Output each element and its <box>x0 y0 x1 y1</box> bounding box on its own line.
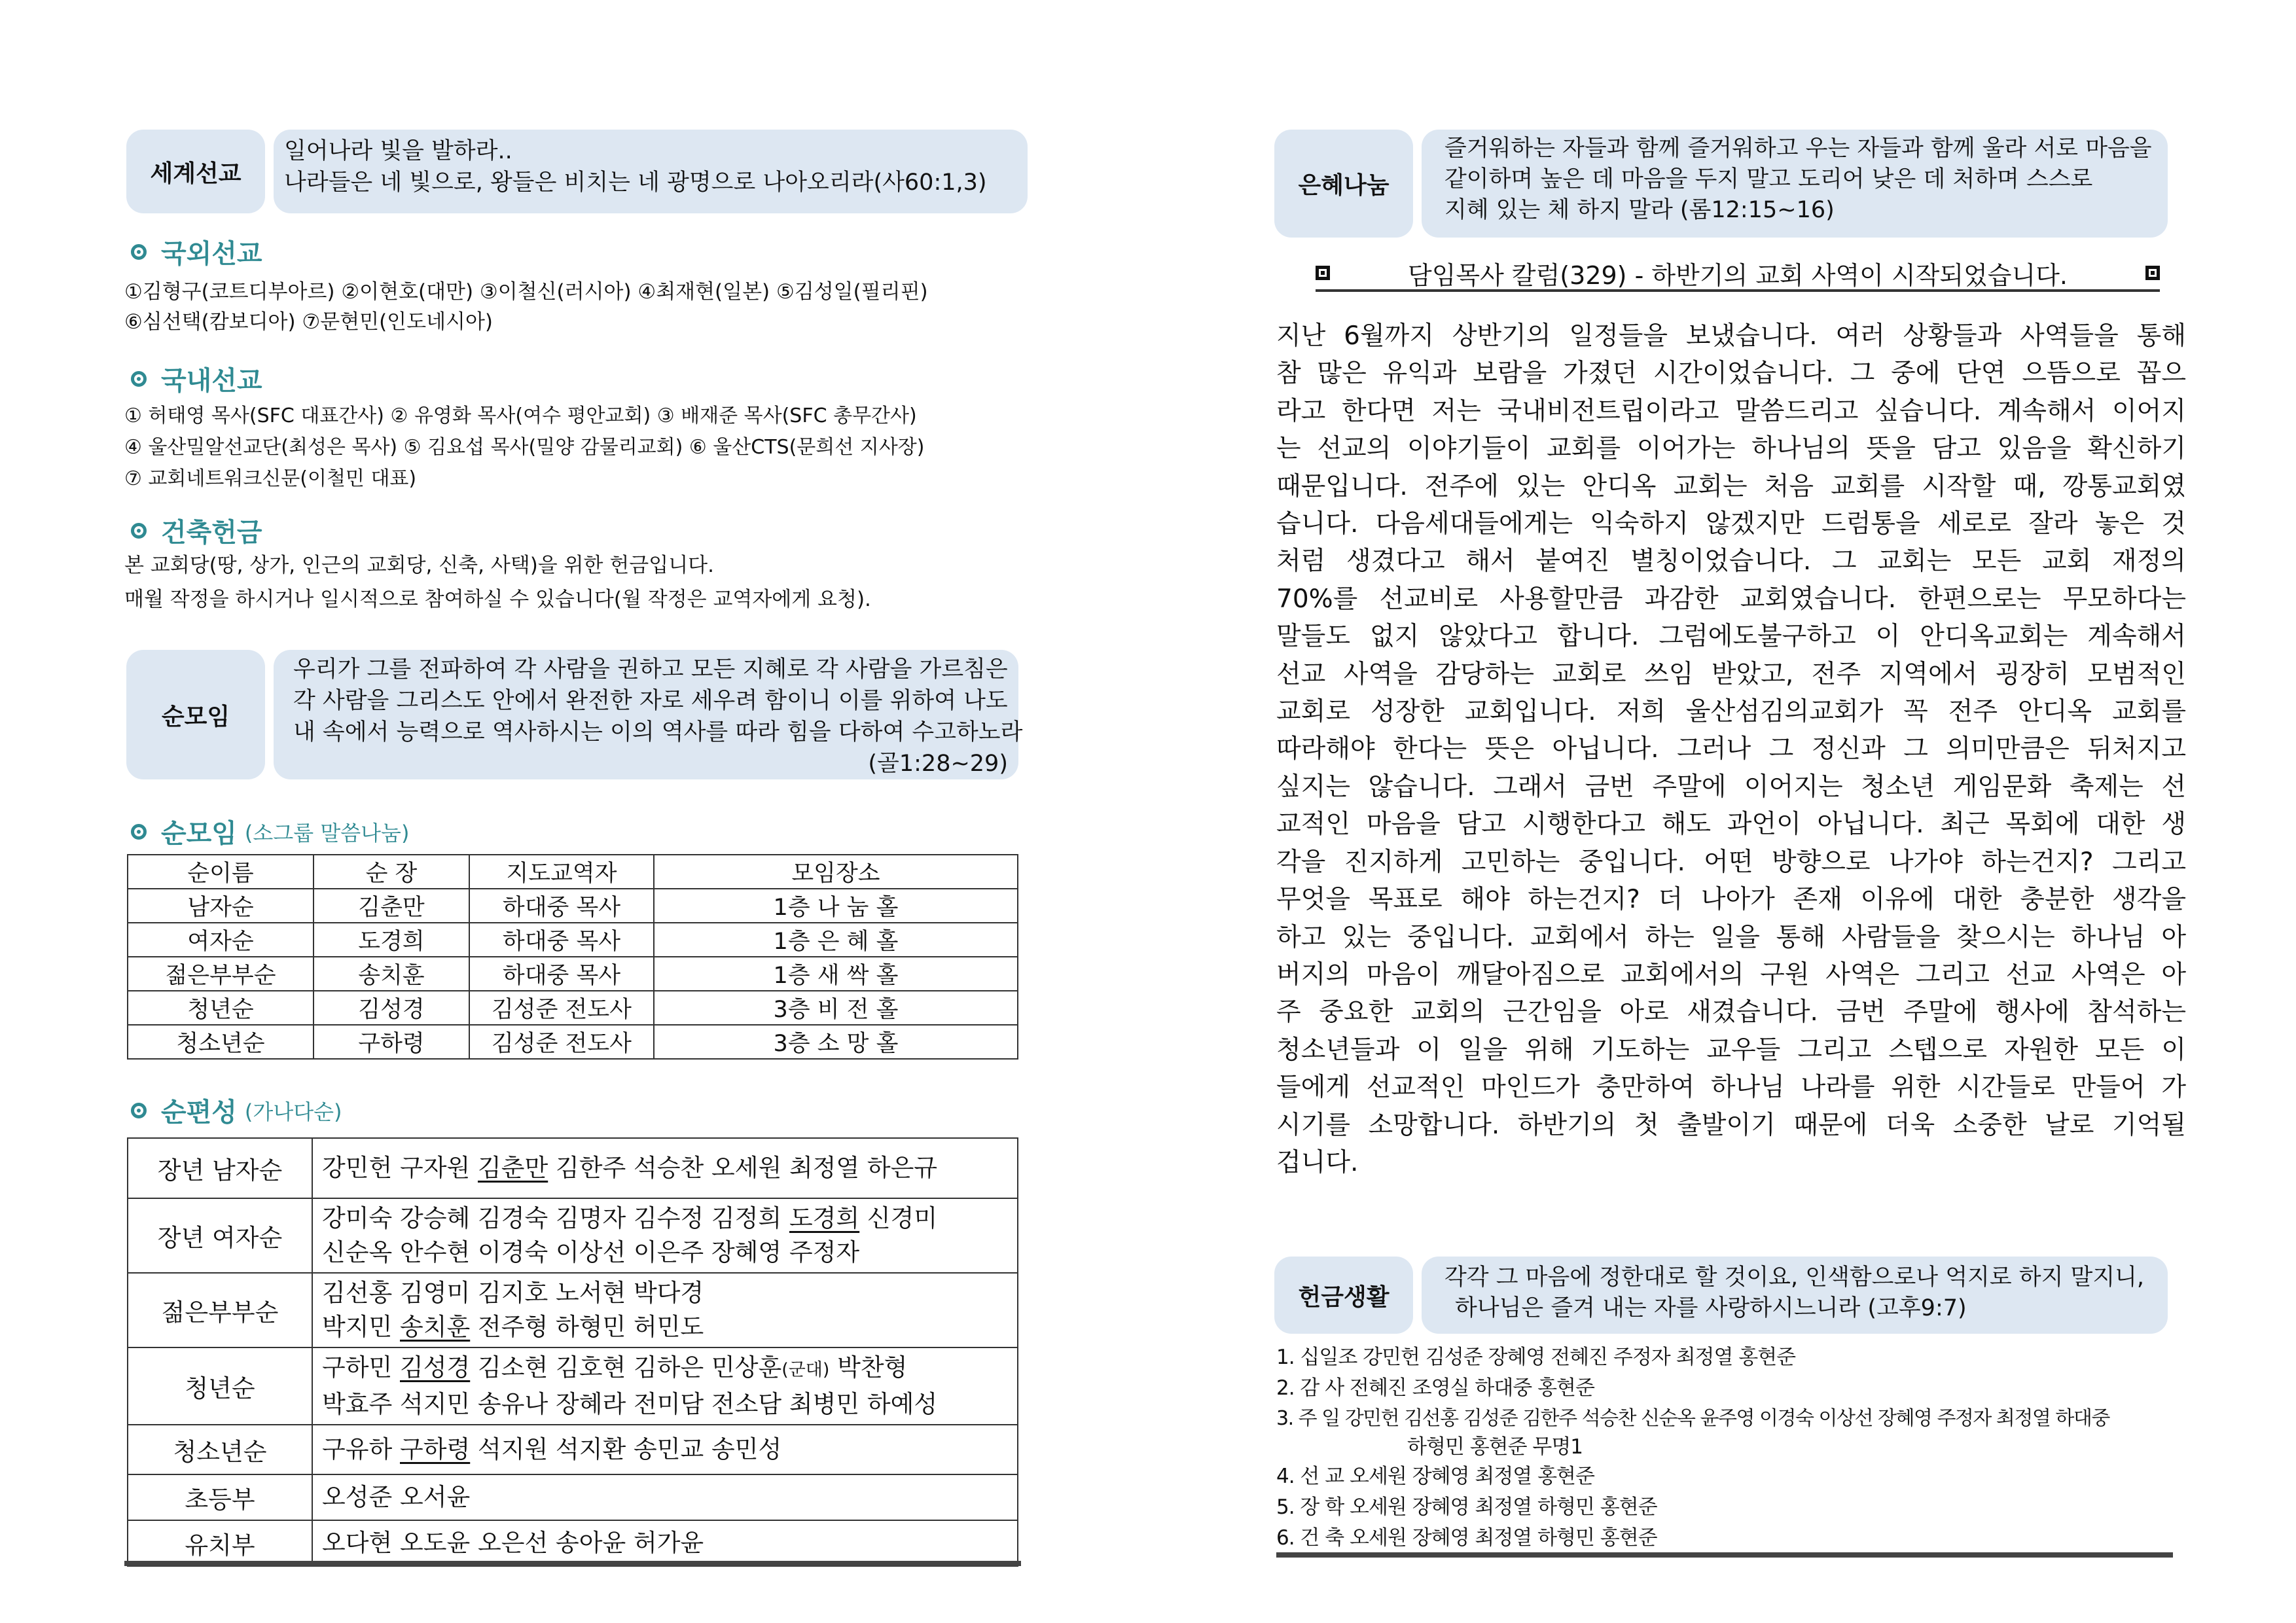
table-cell: 남자순 <box>128 889 314 923</box>
domestic-mission-title: 국내선교 <box>131 360 262 397</box>
building-line-1: 본 교회당(땅, 상가, 인근의 교회당, 신축, 사택)을 위한 헌금입니다. <box>124 554 714 577</box>
circle-bullet-icon <box>131 824 147 840</box>
overseas-line-1: ①김형구(코트디부아르) ②이현호(대만) ③이철신(러시아) ④최재현(일본) ⑤김성일(필리핀) <box>124 280 928 304</box>
circle-bullet-icon <box>131 1103 147 1118</box>
soon-meeting-title: 순모임 (소그룹 말씀나눔) <box>131 813 409 850</box>
square-bullet-icon <box>1316 266 1330 280</box>
circle-bullet-icon <box>131 244 147 260</box>
grace-sharing-label: 은혜나눔 <box>1274 130 1413 238</box>
table-cell: 1층 나 눔 홀 <box>654 889 1018 923</box>
row-label: 청소년순 <box>128 1425 312 1474</box>
offering-list-item: 5. 장 학 오세원 장혜영 최정열 하형민 홍현준 <box>1276 1495 1657 1519</box>
table-header: 모임장소 <box>654 855 1018 889</box>
domestic-line-3: ⑦ 교회네트워크신문(이철민 대표) <box>124 467 417 490</box>
table-cell: 도경희 <box>314 923 469 957</box>
soon-org-title: 순편성 (가나다순) <box>131 1092 342 1129</box>
soon-meeting-label: 순모임 <box>126 650 265 779</box>
table-row <box>128 1025 1018 1059</box>
building-offering-title: 건축헌금 <box>131 512 262 549</box>
row-members: 구하민 김성경 김소현 김호현 김하은 민상훈(군대) 박찬형 박효주 석지민 송유나 장혜라 전미담 전소담 최병민 하예성 <box>312 1347 1018 1425</box>
offering-list-item: 하형민 홍현준 무명1 <box>1407 1435 1583 1459</box>
table-row <box>128 1520 1018 1566</box>
row-members: 김선홍 김영미 김지호 노서현 박다경 박지민 송치훈 전주형 하형민 허민도 <box>312 1273 1018 1347</box>
table-cell: 김성준 전도사 <box>469 991 654 1025</box>
row-label: 장년 여자순 <box>128 1198 312 1273</box>
table-row <box>128 991 1018 1025</box>
table-cell: 하대중 목사 <box>469 889 654 923</box>
row-label: 장년 남자순 <box>128 1138 312 1198</box>
row-members: 오성준 오서윤 <box>312 1474 1018 1520</box>
world-mission-quote: 일어나라 빛을 발하라.. 나라들은 네 빛으로, 왕들은 비치는 네 광명으로 나아오리라(사60:1,3) <box>274 130 1028 213</box>
column-title: 담임목사 칼럼(329) - 하반기의 교회 사역이 시작되었습니다. <box>1316 257 2160 292</box>
offering-list-item: 6. 건 축 오세원 장혜영 최정열 하형민 홍현준 <box>1276 1526 1657 1550</box>
offering-list-item: 4. 선 교 오세원 장혜영 최정열 홍현준 <box>1276 1465 1594 1488</box>
row-members: 강민헌 구자원 김춘만 김한주 석승찬 오세원 최정열 하은규 <box>312 1138 1018 1198</box>
offering-label: 헌금생활 <box>1274 1257 1413 1334</box>
world-mission-label: 세계선교 <box>126 130 265 213</box>
table-cell: 청년순 <box>128 991 314 1025</box>
table-cell: 구하령 <box>314 1025 469 1059</box>
divider <box>1276 1552 2173 1558</box>
row-members: 강미숙 강승혜 김경숙 김명자 김수정 김정희 도경희 신경미 신순옥 안수현 이경숙 이상선 이은주 장혜영 주정자 <box>312 1198 1018 1273</box>
table-cell: 여자순 <box>128 923 314 957</box>
soon-org-table <box>127 1137 1018 1567</box>
table-cell: 1층 은 혜 홀 <box>654 923 1018 957</box>
row-label: 초등부 <box>128 1474 312 1520</box>
table-row <box>128 1347 1018 1425</box>
table-header: 순 장 <box>314 855 469 889</box>
table-row <box>128 1273 1018 1347</box>
overseas-mission-title: 국외선교 <box>131 233 262 270</box>
soon-meeting-quote: 우리가 그를 전파하여 각 사람을 권하고 모든 지혜로 각 사람을 가르침은 각 사람을 그리스도 안에서 완전한 자로 세우려 함이니 이를 위하여 나도 내 속에서 능력으로 역사하시는 이의 역사를 따라 힘을 다하여 수고하노라 (골1:28~29) <box>274 650 1018 779</box>
overseas-line-2: ⑥심선택(캄보디아) ⑦문현민(인도네시아) <box>124 310 493 334</box>
circle-bullet-icon <box>131 523 147 539</box>
table-cell: 3층 비 전 홀 <box>654 991 1018 1025</box>
row-label: 젊은부부순 <box>128 1273 312 1347</box>
table-cell: 젊은부부순 <box>128 957 314 991</box>
table-cell: 김성경 <box>314 991 469 1025</box>
table-cell: 3층 소 망 홀 <box>654 1025 1018 1059</box>
table-cell: 하대중 목사 <box>469 957 654 991</box>
table-row <box>128 923 1018 957</box>
table-cell: 하대중 목사 <box>469 923 654 957</box>
row-members: 구유하 구하령 석지원 석지환 송민교 송민성 <box>312 1425 1018 1474</box>
table-header-row <box>128 855 1018 889</box>
offering-quote: 각각 그 마음에 정한대로 할 것이요, 인색함으로나 억지로 하지 말지니, 하나님은 즐겨 내는 자를 사랑하시느니라 (고후9:7) <box>1422 1257 2168 1334</box>
grace-sharing-quote: 즐거워하는 자들과 함께 즐거워하고 우는 자들과 함께 울라 서로 마음을 같이하며 높은 데 마음을 두지 말고 도리어 낮은 데 처하며 스스로 지혜 있는 체 하지 말라 (롬12:15~16) <box>1422 130 2168 238</box>
circle-bullet-icon <box>131 371 147 387</box>
domestic-line-2: ④ 울산밀알선교단(최성은 목사) ⑤ 김요섭 목사(밀양 감물리교회) ⑥ 울산CTS(문희선 지사장) <box>124 436 925 459</box>
table-cell: 김성준 전도사 <box>469 1025 654 1059</box>
square-bullet-icon <box>2145 266 2160 280</box>
domestic-line-1: ① 허태영 목사(SFC 대표간사) ② 유영화 목사(여수 평안교회) ③ 배재준 목사(SFC 총무간사) <box>124 404 917 427</box>
row-label: 유치부 <box>128 1520 312 1566</box>
table-row <box>128 957 1018 991</box>
building-line-2: 매월 작정을 하시거나 일시적으로 참여하실 수 있습니다(월 작정은 교역자에게 요청). <box>124 588 871 611</box>
offering-list-item: 2. 감 사 전혜진 조영실 하대중 홍현준 <box>1276 1376 1594 1400</box>
offering-list-item: 3. 주 일 강민헌 김선홍 김성준 김한주 석승찬 신순옥 윤주영 이경숙 이상선 장혜영 주정자 최정열 하대중 <box>1276 1407 2109 1430</box>
table-header: 지도교역자 <box>469 855 654 889</box>
soon-meeting-table <box>127 854 1018 1060</box>
row-label: 청년순 <box>128 1347 312 1425</box>
table-cell: 송치훈 <box>314 957 469 991</box>
table-cell: 김춘만 <box>314 889 469 923</box>
row-members: 오다현 오도윤 오은선 송아윤 허가윤 <box>312 1520 1018 1566</box>
table-cell: 1층 새 싹 홀 <box>654 957 1018 991</box>
table-row <box>128 1138 1018 1198</box>
table-row <box>128 1425 1018 1474</box>
offering-list-item: 1. 십일조 강민헌 김성준 장혜영 전혜진 주정자 최정열 홍현준 <box>1276 1346 1796 1369</box>
table-row <box>128 1474 1018 1520</box>
column-body: 지난 6월까지 상반기의 일정들을 보냈습니다. 여러 상황들과 사역들을 통해 참 많은 유익과 보람을 가졌던 시간이었습니다. 그 중에 단연 으뜸으로 꼽으 라고 한다면 저는 국내비전트립이라고 말씀드리고 싶습니다. 계속해서 이어지 는 선교의 이야기들이 교회를 이어가는 하나님의 뜻을 담고 있음을 확신하기 때문입니다. 전주에 있는 안디옥 교회는 처음 교회를 시작할 때, 깡통교회였 습니다. 다음세대들에게는 익숙하지 않겠지만 드럼통을 세로로 잘라 놓은 것 처럼 생겼다고 해서 붙여진 별칭이었습니다. 그 교회는 모든 교회 재정의 70%를 선교비로 사용할만큼 과감한 교회였습니다. 한편으로는 무모하다는 말들도 없지 않았다고 합니다. 그럼에도불구하고 이 안디옥교회는 계속해서 선교 사역을 감당하는 교회로 쓰임 받았고, 전주 지역에서 굉장히 모범적인 교회로 성장한 교회입니다. 저희 울산섬김의교회가 꼭 전주 안디옥 교회를 따라해야 한다는 뜻은 아닙니다. 그러나 그 정신과 그 의미만큼은 뒤처지고 싶지는 않습니다. 그래서 금번 주말에 이어지는 청소년 게임문화 축제는 선 교적인 마음을 담고 시행한다고 해도 과언이 아닙니다. 최근 목회에 대한 생 각을 진지하게 고민하는 중입니다. 어떤 방향으로 나가야 하는건지? 그리고 무엇을 목표로 해야 하는건지? 더 나아가 존재 이유에 대한 충분한 생각을 하고 있는 중입니다. 교회에서 하는 일을 통해 사람들을 찾으시는 하나님 아 버지의 마음이 깨달아짐으로 교회에서의 구원 사역은 그리고 선교 사역은 아 주 중요한 교회의 근간임을 아로 새겼습니다. 금번 주말에 행사에 참석하는 청소년들과 이 일을 위해 기도하는 교우들 그리고 스텝으로 자원한 모든 이 들에게 선교적인 마인드가 충만하여 하나님 나라를 위한 시간들로 만들어 가 시기를 소망합니다. 하반기의 첫 출발이기 때문에 더욱 소중한 날로 기억될 겁니다. <box>1276 321 2186 1177</box>
divider <box>124 1561 1021 1566</box>
table-row <box>128 889 1018 923</box>
table-cell: 청소년순 <box>128 1025 314 1059</box>
table-row <box>128 1198 1018 1273</box>
table-header: 순이름 <box>128 855 314 889</box>
